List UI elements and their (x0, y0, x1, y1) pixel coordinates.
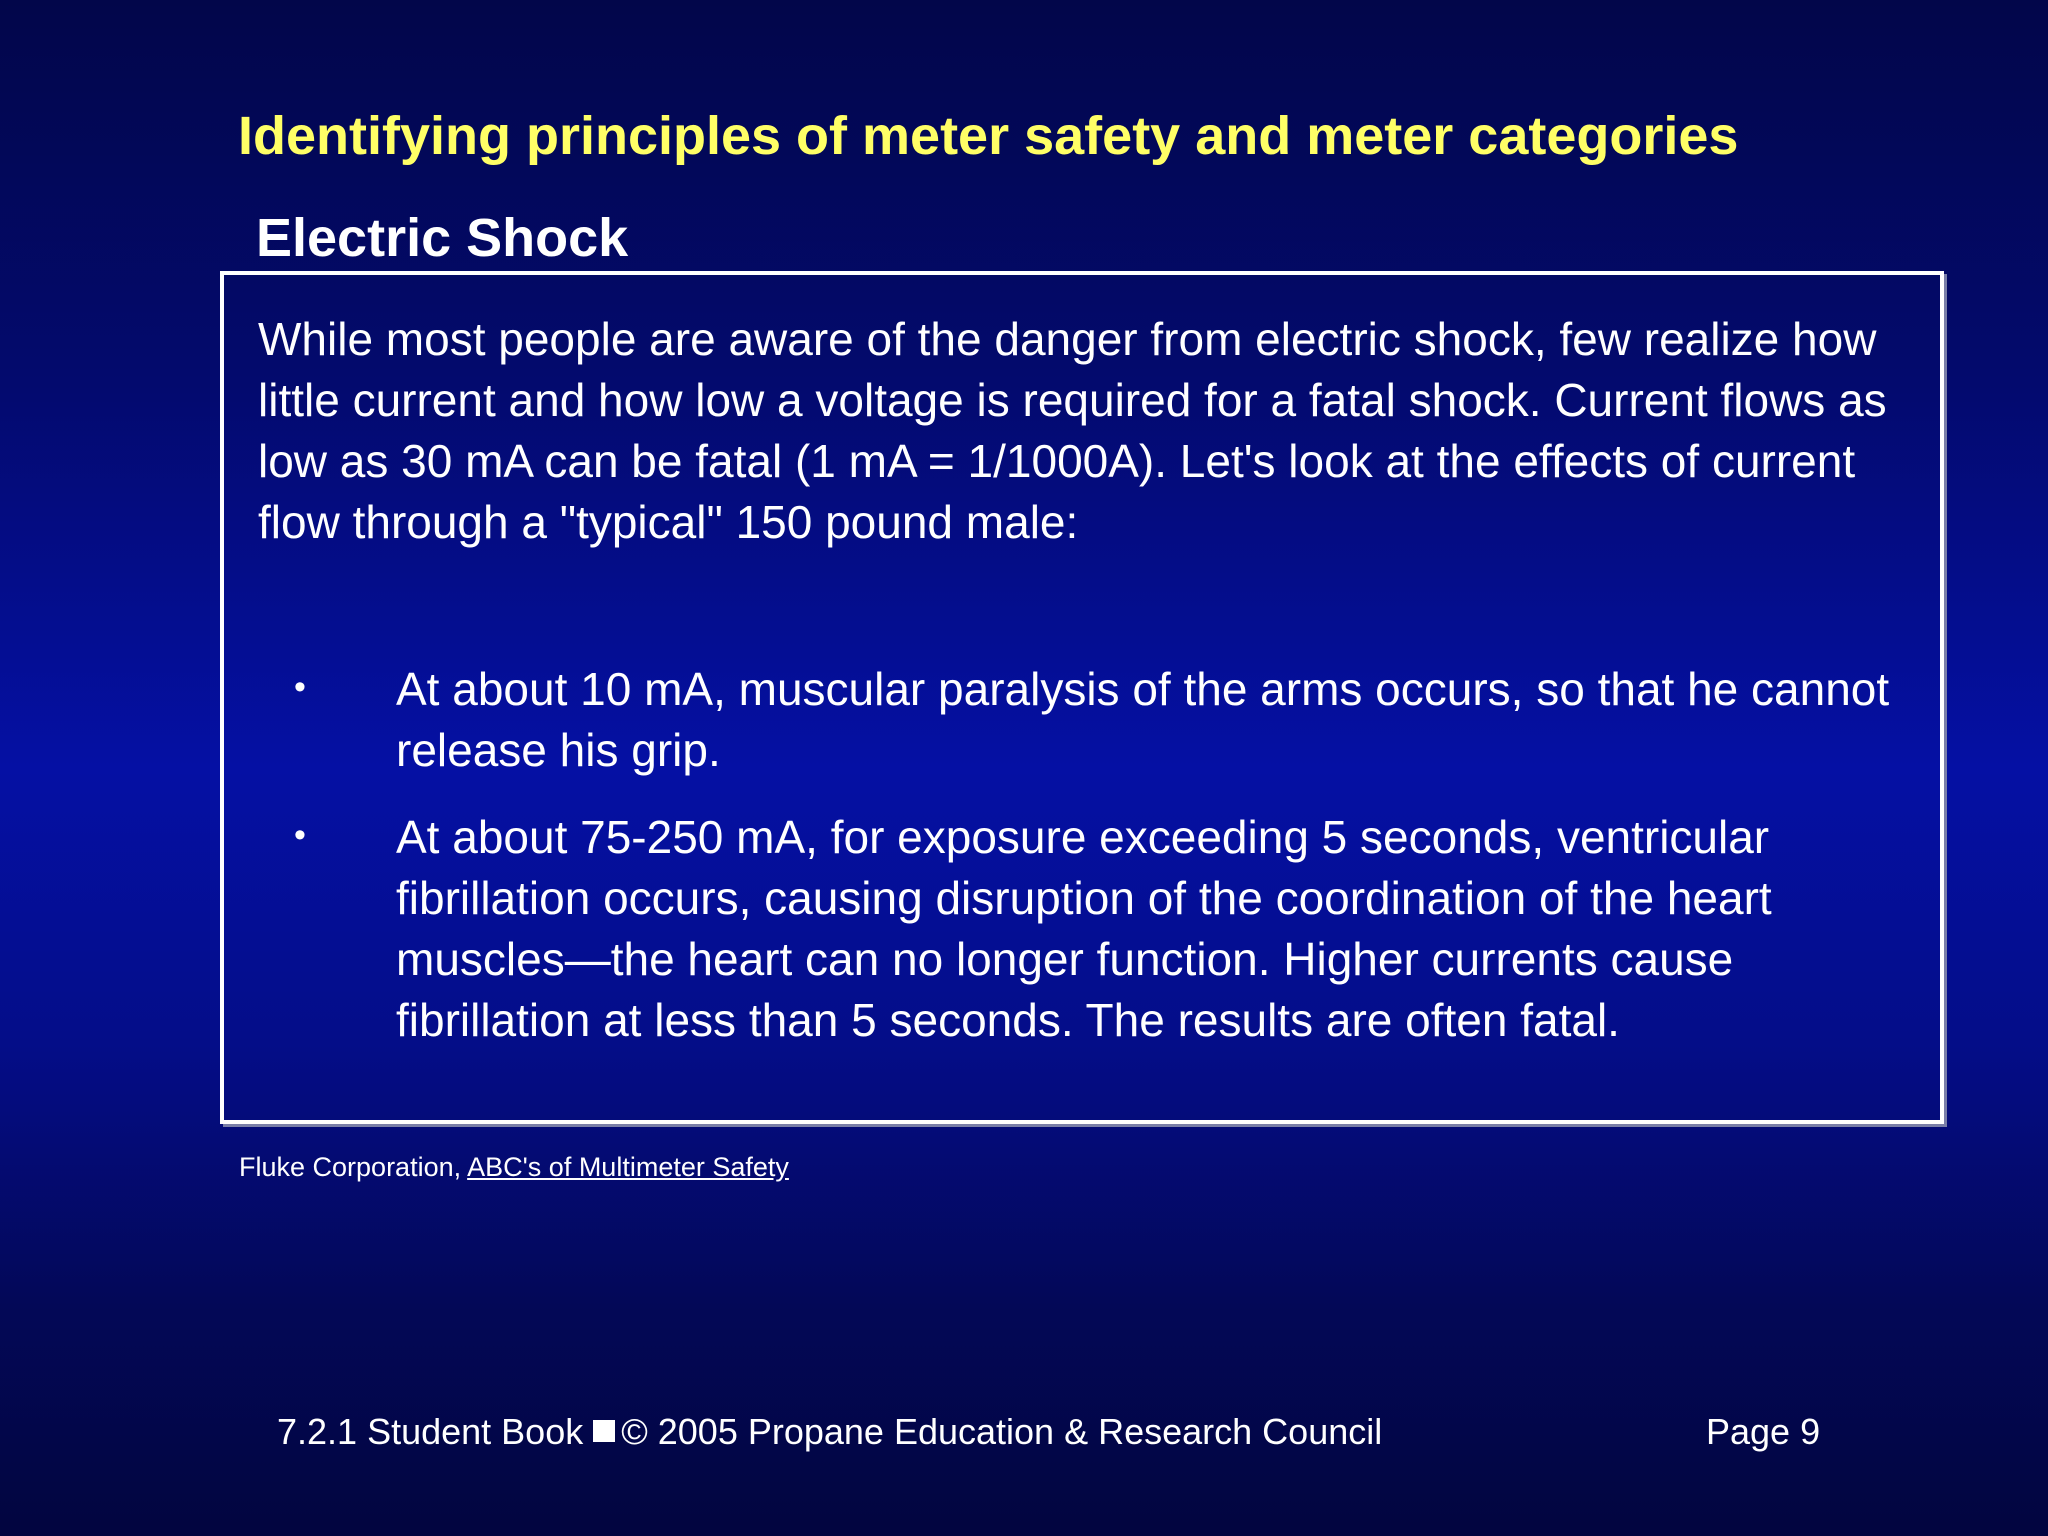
list-item-text: At about 10 mA, muscular paralysis of the arms occurs, so that he cannot release his grip. (396, 663, 1890, 776)
bullet-icon: • (294, 668, 306, 706)
section-heading: Electric Shock (256, 208, 629, 268)
intro-paragraph: While most people are aware of the danger from electric shock, few realize how little current and how low a voltage is required for a fatal shock. Current flows as low as 30 mA can be fatal (1 mA = 1/1000A). Let's look at the effects of current flow through a "typical" 150 pound male: (258, 313, 1887, 548)
footer (277, 1411, 1382, 1453)
citation-link[interactable]: ABC's of Multimeter Safety (467, 1152, 789, 1182)
bullet-list (224, 659, 1944, 1077)
list-item (224, 659, 1944, 781)
slide-title: Identifying principles of meter safety and meter categories (238, 106, 1739, 166)
content-box (220, 271, 1944, 1124)
footer-copyright: © 2005 Propane Education & Research Council (621, 1411, 1383, 1452)
list-item (224, 807, 1944, 1051)
square-bullet-icon (593, 1420, 615, 1442)
bullet-icon: • (294, 816, 306, 854)
page-number: Page 9 (1706, 1411, 1821, 1452)
footer-book: 7.2.1 Student Book (277, 1411, 584, 1452)
citation-source: Fluke Corporation, (239, 1152, 468, 1182)
citation (239, 1152, 789, 1183)
list-item-text: At about 75-250 mA, for exposure exceeding 5 seconds, ventricular fibrillation occurs, causing disruption of the coordination of the heart muscles—the heart can no longer function. Higher currents cause fibrillation at less than 5 seconds. The results are often fatal. (396, 811, 1772, 1046)
